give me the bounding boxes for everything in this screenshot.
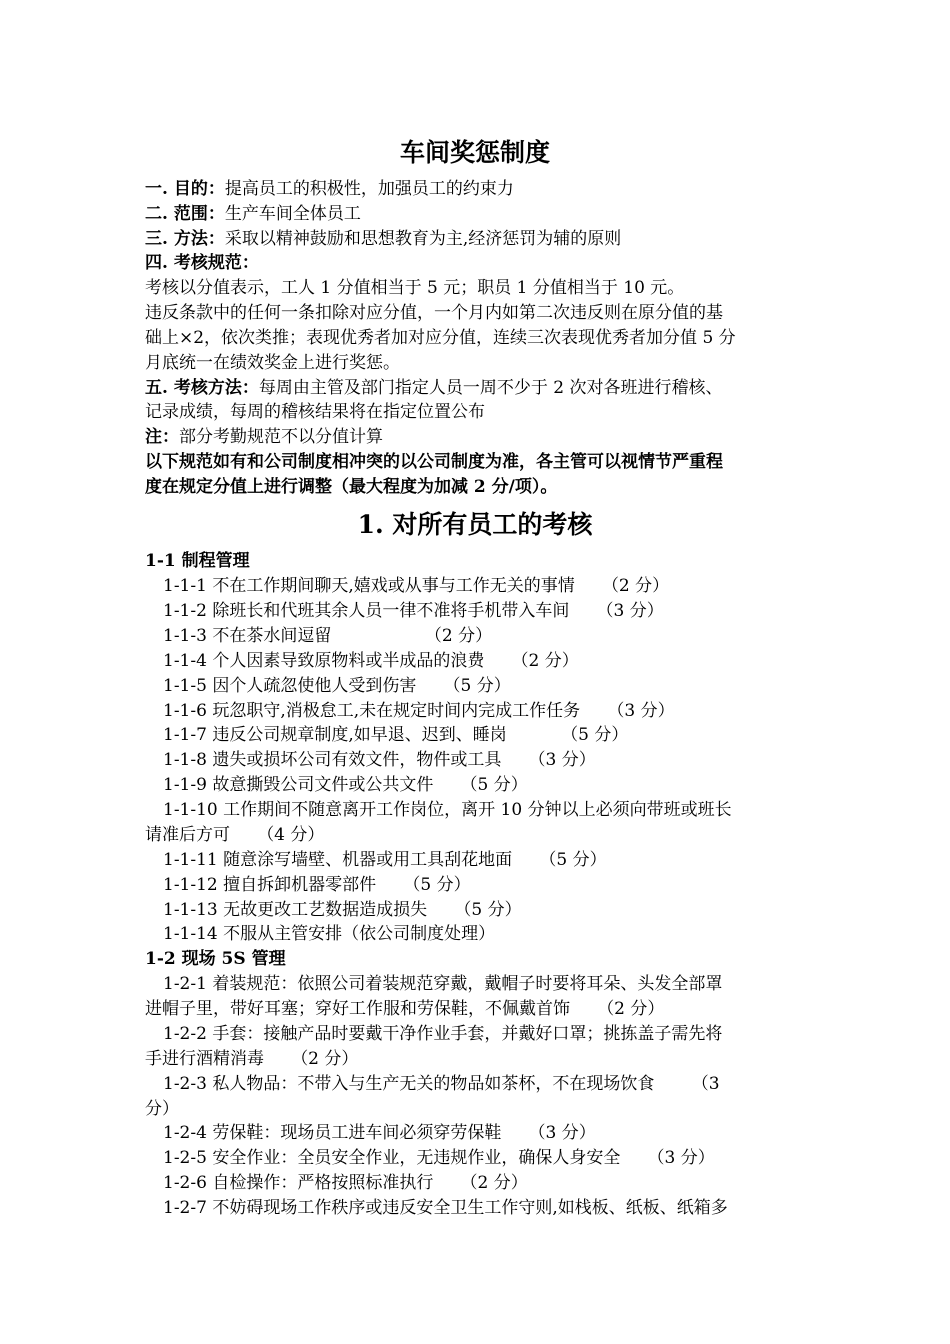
assess-text: 每周由主管及部门指定人员一周不少于 2 次对各班进行稽核、 <box>258 378 723 398</box>
score-value: （2 分） <box>597 999 665 1019</box>
norm-line-2: 违反条款中的任何一条扣除对应分值，一个月内如第二次违反则在原分值的基 <box>145 303 723 323</box>
assess-line-1 <box>145 376 722 401</box>
score-value: （3 分） <box>528 1123 596 1143</box>
note-label: 注： <box>145 427 179 447</box>
score-value: （3 分） <box>607 701 675 721</box>
score-value: （5 分） <box>454 900 522 920</box>
scope-line <box>145 202 361 227</box>
score-value: （4 分） <box>257 825 325 845</box>
method-line <box>145 227 621 252</box>
rule-item-1-2-2-line-1: 1-2-2 手套：接触产品时要戴干净作业手套，并戴好口罩；挑拣盖子需先将 <box>163 1024 723 1044</box>
score-value: （3 分） <box>596 601 664 621</box>
score-value: （2 分） <box>511 651 579 671</box>
rule-item: 1-1-9 故意撕毁公司文件或公共文件 （5 分） <box>163 773 528 798</box>
note-line <box>145 425 383 450</box>
rule-item-1-2-3-line-2: 分） <box>145 1099 179 1119</box>
purpose-line <box>145 177 514 202</box>
rule-item: 1-1-6 玩忽职守,消极怠工,未在规定时间内完成工作任务 （3 分） <box>163 699 675 724</box>
rule-item-1-2-1-line-2: 进帽子里，带好耳塞；穿好工作服和劳保鞋，不佩戴首饰 （2 分） <box>145 997 664 1022</box>
rule-item-1-2-2-line-2: 手进行酒精消毒 （2 分） <box>145 1047 358 1072</box>
assess-line-2: 记录成绩，每周的稽核结果将在指定位置公布 <box>145 402 485 422</box>
method-label: 三. 方法： <box>145 229 225 249</box>
adjust-note-line-1: 以下规范如有和公司制度相冲突的以公司制度为准，各主管可以视情节严重程 <box>145 452 723 472</box>
norm-line-4: 月底统一在绩效奖金上进行奖惩。 <box>145 353 400 373</box>
rule-item-1-2-1-line-1: 1-2-1 着装规范：依照公司着装规范穿戴，戴帽子时要将耳朵、头发全部罩 <box>163 974 723 994</box>
score-value: （5 分） <box>539 850 607 870</box>
rule-item: 1-1-13 无故更改工艺数据造成损失 （5 分） <box>163 898 522 923</box>
rule-item-1-1-10-line-1: 1-1-10 工作期间不随意离开工作岗位，离开 10 分钟以上必须向带班或班长 <box>163 800 732 820</box>
score-value: （2 分） <box>291 1049 359 1069</box>
norm-line-1: 考核以分值表示，工人 1 分值相当于 5 元；职员 1 分值相当于 10 元。 <box>145 278 685 298</box>
document-title: 车间奖惩制度 <box>399 138 550 167</box>
rule-item-1-2-3-line-1: 1-2-3 私人物品：不带入与生产无关的物品如茶杯，不在现场饮食 （3 <box>163 1072 720 1097</box>
rule-item: 1-1-12 擅自拆卸机器零部件 （5 分） <box>163 873 471 898</box>
rule-item: 1-2-5 安全作业：全员安全作业，无违规作业，确保人身安全 （3 分） <box>163 1146 715 1171</box>
score-value: （2 分） <box>460 1173 528 1193</box>
rule-item-1-1-14: 1-1-14 不服从主管安排（依公司制度处理） <box>163 924 496 944</box>
rule-item: 1-1-4 个人因素导致原物料或半成品的浪费 （2 分） <box>163 649 579 674</box>
norm-line-3: 础上×2，依次类推；表现优秀者加对应分值，连续三次表现优秀者加分值 5 分 <box>145 328 736 348</box>
score-value: （5 分） <box>460 775 528 795</box>
rule-item: 1-1-2 除班长和代班其余人员一律不准将手机带入车间 （3 分） <box>163 599 664 624</box>
rule-item: 1-1-8 遗失或损坏公司有效文件，物件或工具 （3 分） <box>163 748 596 773</box>
subsection-1-1-title: 1-1 制程管理 <box>145 551 250 571</box>
note-text: 部分考勤规范不以分值计算 <box>179 427 383 447</box>
adjust-note-line-2: 度在规定分值上进行调整（最大程度为加减 2 分/项）。 <box>145 477 558 497</box>
method-text: 采取以精神鼓励和思想教育为主,经济惩罚为辅的原则 <box>224 229 622 249</box>
section-1-title: 1. 对所有员工的考核 <box>357 510 593 539</box>
scope-text: 生产车间全体员工 <box>224 204 361 224</box>
score-value: （2 分） <box>424 626 493 646</box>
rule-item: 1-1-3 不在茶水间逗留 （2 分） <box>163 624 492 649</box>
subsection-1-2-title: 1-2 现场 5S 管理 <box>145 949 286 969</box>
purpose-text: 提高员工的积极性，加强员工的约束力 <box>224 179 514 199</box>
purpose-label: 一. 目的： <box>145 179 225 199</box>
scope-label: 二. 范围： <box>145 204 225 224</box>
rule-item: 1-2-4 劳保鞋：现场员工进车间必须穿劳保鞋 （3 分） <box>163 1121 596 1146</box>
score-value: （2 分） <box>601 576 670 596</box>
score-value: （5 分） <box>443 676 511 696</box>
score-value: （3 <box>691 1074 720 1094</box>
rule-item: 1-1-11 随意涂写墙壁、机器或用工具刮花地面 （5 分） <box>163 848 607 873</box>
rule-item: 1-1-5 因个人疏忽使他人受到伤害 （5 分） <box>163 674 511 699</box>
score-value: （5 分） <box>561 725 629 745</box>
score-value: （3 分） <box>647 1148 715 1168</box>
score-value: （3 分） <box>528 750 596 770</box>
rule-item: 1-2-6 自检操作：严格按照标准执行 （2 分） <box>163 1171 528 1196</box>
rule-item: 1-1-1 不在工作期间聊天,嬉戏或从事与工作无关的事情 （2 分） <box>163 574 669 599</box>
assess-label: 五. 考核方法： <box>145 378 259 398</box>
rule-item-1-1-10-line-2: 请准后方可 （4 分） <box>145 823 324 848</box>
norm-label: 四. 考核规范： <box>145 253 259 273</box>
rule-item-1-2-7-line-1: 1-2-7 不妨碍现场工作秩序或违反安全卫生工作守则,如栈板、纸板、纸箱多 <box>163 1198 728 1218</box>
rule-item: 1-1-7 违反公司规章制度,如早退、迟到、睡岗 （5 分） <box>163 723 628 748</box>
score-value: （5 分） <box>403 875 471 895</box>
